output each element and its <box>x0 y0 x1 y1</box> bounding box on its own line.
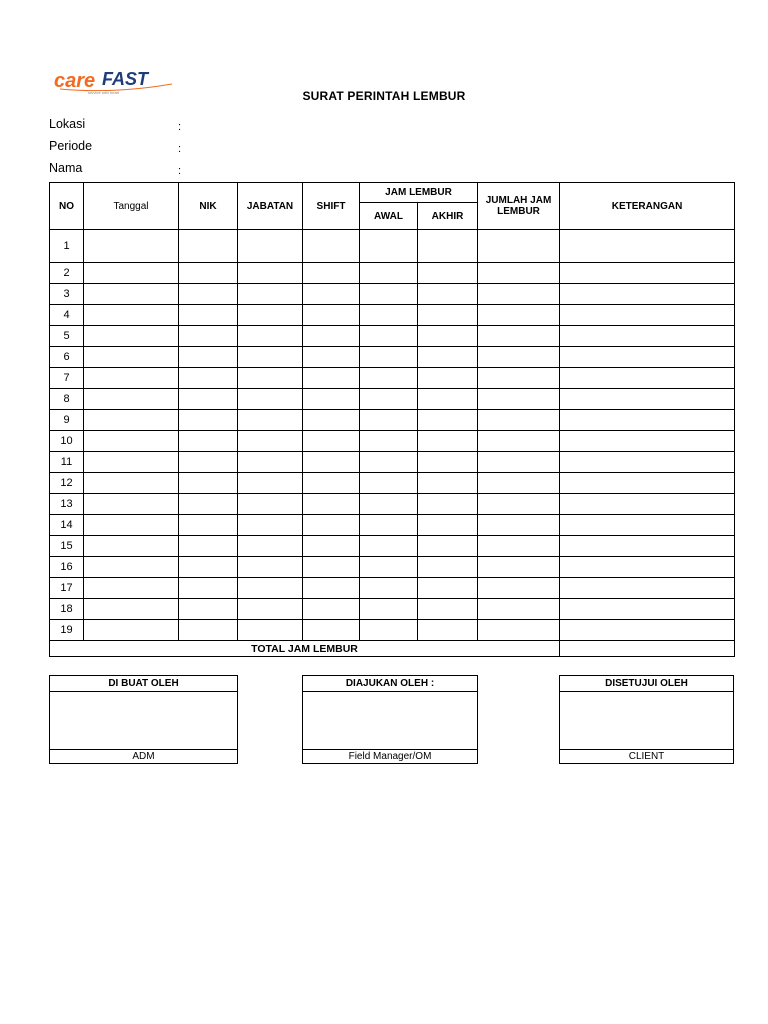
cell-tanggal[interactable] <box>84 263 179 284</box>
header-row-top <box>50 183 735 203</box>
signature-foot: CLIENT <box>628 751 665 762</box>
cell-tanggal[interactable] <box>84 347 179 368</box>
cell-jumlah-jam[interactable] <box>478 452 560 473</box>
cell-tanggal[interactable] <box>84 431 179 452</box>
cell-jabatan[interactable] <box>238 368 303 389</box>
cell-akhir[interactable] <box>418 368 478 389</box>
cell-jabatan[interactable] <box>238 494 303 515</box>
cell-shift[interactable] <box>303 263 360 284</box>
header-keterangan: KETERANGAN <box>560 183 735 230</box>
field-colon: : <box>178 165 182 177</box>
signature-box-dibuat <box>49 675 238 764</box>
table-row <box>50 431 735 452</box>
cell-jabatan[interactable] <box>238 557 303 578</box>
row-number: 12 <box>50 473 84 494</box>
cell-jumlah-jam[interactable] <box>478 389 560 410</box>
cell-tanggal[interactable] <box>84 410 179 431</box>
cell-shift[interactable] <box>303 494 360 515</box>
table-row <box>50 620 735 641</box>
table-row <box>50 494 735 515</box>
cell-keterangan[interactable] <box>560 230 735 263</box>
cell-shift[interactable] <box>303 326 360 347</box>
cell-tanggal[interactable] <box>84 557 179 578</box>
cell-akhir[interactable] <box>418 557 478 578</box>
cell-tanggal[interactable] <box>84 578 179 599</box>
cell-jabatan[interactable] <box>238 620 303 641</box>
cell-shift[interactable] <box>303 557 360 578</box>
cell-awal[interactable] <box>360 230 418 263</box>
logo-tagline: service with heart <box>88 90 120 95</box>
cell-tanggal[interactable] <box>84 536 179 557</box>
cell-awal[interactable] <box>360 536 418 557</box>
cell-keterangan[interactable] <box>560 515 735 536</box>
cell-jabatan[interactable] <box>238 347 303 368</box>
cell-keterangan[interactable] <box>560 620 735 641</box>
cell-awal[interactable] <box>360 473 418 494</box>
cell-keterangan[interactable] <box>560 473 735 494</box>
row-number: 4 <box>50 305 84 326</box>
cell-keterangan[interactable] <box>560 347 735 368</box>
cell-tanggal[interactable] <box>84 494 179 515</box>
cell-nik[interactable] <box>179 557 238 578</box>
cell-shift[interactable] <box>303 230 360 263</box>
header-jabatan: JABATAN <box>238 183 303 230</box>
cell-tanggal[interactable] <box>84 620 179 641</box>
logo-fast-text: FAST <box>102 69 149 89</box>
header-tanggal: Tanggal <box>84 183 179 230</box>
signature-box-disetujui <box>559 675 734 764</box>
cell-shift[interactable] <box>303 347 360 368</box>
cell-jabatan[interactable] <box>238 410 303 431</box>
cell-jumlah-jam[interactable] <box>478 368 560 389</box>
cell-tanggal[interactable] <box>84 452 179 473</box>
cell-awal[interactable] <box>360 389 418 410</box>
cell-akhir[interactable] <box>418 305 478 326</box>
cell-akhir[interactable] <box>418 347 478 368</box>
cell-awal[interactable] <box>360 305 418 326</box>
cell-akhir[interactable] <box>418 263 478 284</box>
cell-akhir[interactable] <box>418 515 478 536</box>
cell-nik[interactable] <box>179 452 238 473</box>
header-awal: AWAL <box>360 203 418 230</box>
cell-nik[interactable] <box>179 263 238 284</box>
cell-jabatan[interactable] <box>238 263 303 284</box>
cell-shift[interactable] <box>303 536 360 557</box>
cell-keterangan[interactable] <box>560 599 735 620</box>
cell-nik[interactable] <box>179 494 238 515</box>
cell-shift[interactable] <box>303 473 360 494</box>
cell-keterangan[interactable] <box>560 263 735 284</box>
table-row <box>50 473 735 494</box>
cell-tanggal[interactable] <box>84 389 179 410</box>
cell-jumlah-jam[interactable] <box>478 431 560 452</box>
signature-head: DI BUAT OLEH <box>50 676 237 692</box>
table-row <box>50 536 735 557</box>
table-row <box>50 557 735 578</box>
cell-akhir[interactable] <box>418 230 478 263</box>
cell-akhir[interactable] <box>418 452 478 473</box>
row-number: 8 <box>50 389 84 410</box>
row-number: 16 <box>50 557 84 578</box>
table-row <box>50 368 735 389</box>
cell-keterangan[interactable] <box>560 326 735 347</box>
cell-awal[interactable] <box>360 347 418 368</box>
table-row <box>50 284 735 305</box>
cell-jabatan[interactable] <box>238 305 303 326</box>
cell-awal[interactable] <box>360 494 418 515</box>
table-row <box>50 347 735 368</box>
cell-awal[interactable] <box>360 431 418 452</box>
cell-tanggal[interactable] <box>84 230 179 263</box>
cell-tanggal[interactable] <box>84 473 179 494</box>
cell-jabatan[interactable] <box>238 515 303 536</box>
cell-jumlah-jam[interactable] <box>478 494 560 515</box>
cell-awal[interactable] <box>360 599 418 620</box>
total-row <box>50 641 735 657</box>
cell-nik[interactable] <box>179 347 238 368</box>
table-row <box>50 410 735 431</box>
cell-akhir[interactable] <box>418 473 478 494</box>
cell-tanggal[interactable] <box>84 326 179 347</box>
cell-jumlah-jam[interactable] <box>478 326 560 347</box>
total-label: TOTAL JAM LEMBUR <box>50 641 560 657</box>
cell-tanggal[interactable] <box>84 515 179 536</box>
document-title: SURAT PERINTAH LEMBUR <box>302 89 466 103</box>
signature-head: DISETUJUI OLEH <box>560 676 733 692</box>
cell-keterangan[interactable] <box>560 410 735 431</box>
cell-jumlah-jam[interactable] <box>478 578 560 599</box>
overtime-table <box>49 182 735 657</box>
cell-keterangan[interactable] <box>560 284 735 305</box>
row-number: 17 <box>50 578 84 599</box>
cell-shift[interactable] <box>303 452 360 473</box>
cell-jabatan[interactable] <box>238 284 303 305</box>
cell-nik[interactable] <box>179 326 238 347</box>
cell-jabatan[interactable] <box>238 389 303 410</box>
cell-jumlah-jam[interactable] <box>478 620 560 641</box>
cell-shift[interactable] <box>303 410 360 431</box>
cell-akhir[interactable] <box>418 284 478 305</box>
cell-keterangan[interactable] <box>560 368 735 389</box>
row-number: 18 <box>50 599 84 620</box>
row-number: 10 <box>50 431 84 452</box>
cell-nik[interactable] <box>179 368 238 389</box>
cell-akhir[interactable] <box>418 389 478 410</box>
logo-care-text: care <box>54 70 96 92</box>
row-number: 13 <box>50 494 84 515</box>
signature-box-diajukan <box>302 675 478 764</box>
header-nik: NIK <box>179 183 238 230</box>
cell-shift[interactable] <box>303 620 360 641</box>
cell-nik[interactable] <box>179 389 238 410</box>
cell-nik[interactable] <box>179 536 238 557</box>
cell-jumlah-jam[interactable] <box>478 515 560 536</box>
cell-jabatan[interactable] <box>238 326 303 347</box>
cell-keterangan[interactable] <box>560 452 735 473</box>
cell-keterangan[interactable] <box>560 578 735 599</box>
cell-shift[interactable] <box>303 389 360 410</box>
field-label: Periode <box>49 139 93 153</box>
cell-akhir[interactable] <box>418 494 478 515</box>
cell-nik[interactable] <box>179 230 238 263</box>
header-jam-lembur: JAM LEMBUR <box>360 183 478 203</box>
cell-akhir[interactable] <box>418 536 478 557</box>
total-value[interactable] <box>560 641 735 657</box>
cell-shift[interactable] <box>303 284 360 305</box>
row-number: 6 <box>50 347 84 368</box>
header-akhir: AKHIR <box>418 203 478 230</box>
field-label: Nama <box>49 161 83 175</box>
cell-akhir[interactable] <box>418 431 478 452</box>
cell-jumlah-jam[interactable] <box>478 305 560 326</box>
cell-jumlah-jam[interactable] <box>478 263 560 284</box>
cell-tanggal[interactable] <box>84 305 179 326</box>
cell-shift[interactable] <box>303 431 360 452</box>
cell-nik[interactable] <box>179 284 238 305</box>
cell-keterangan[interactable] <box>560 557 735 578</box>
field-colon: : <box>178 121 182 133</box>
table-body <box>50 230 735 657</box>
cell-shift[interactable] <box>303 599 360 620</box>
cell-awal[interactable] <box>360 515 418 536</box>
row-number: 1 <box>50 230 84 263</box>
row-number: 7 <box>50 368 84 389</box>
cell-awal[interactable] <box>360 620 418 641</box>
cell-awal[interactable] <box>360 452 418 473</box>
cell-jumlah-jam[interactable] <box>478 347 560 368</box>
table-row <box>50 389 735 410</box>
signature-foot: Field Manager/OM <box>348 751 432 762</box>
cell-awal[interactable] <box>360 578 418 599</box>
cell-awal[interactable] <box>360 326 418 347</box>
cell-awal[interactable] <box>360 368 418 389</box>
cell-shift[interactable] <box>303 368 360 389</box>
table-row <box>50 305 735 326</box>
row-number: 11 <box>50 452 84 473</box>
cell-jabatan[interactable] <box>238 230 303 263</box>
cell-jabatan[interactable] <box>238 599 303 620</box>
cell-awal[interactable] <box>360 263 418 284</box>
cell-akhir[interactable] <box>418 599 478 620</box>
row-number: 14 <box>50 515 84 536</box>
header-shift: SHIFT <box>303 183 360 230</box>
cell-jumlah-jam[interactable] <box>478 557 560 578</box>
signature-foot: ADM <box>132 751 155 762</box>
table-row <box>50 263 735 284</box>
cell-jumlah-jam[interactable] <box>478 536 560 557</box>
header-jumlah-jam-lembur: JUMLAH JAM LEMBUR <box>478 183 560 230</box>
signature-head: DIAJUKAN OLEH : <box>303 676 477 692</box>
cell-akhir[interactable] <box>418 620 478 641</box>
cell-jumlah-jam[interactable] <box>478 410 560 431</box>
table-row <box>50 515 735 536</box>
cell-tanggal[interactable] <box>84 599 179 620</box>
cell-jumlah-jam[interactable] <box>478 230 560 263</box>
row-number: 5 <box>50 326 84 347</box>
cell-shift[interactable] <box>303 515 360 536</box>
row-number: 15 <box>50 536 84 557</box>
cell-nik[interactable] <box>179 620 238 641</box>
cell-tanggal[interactable] <box>84 284 179 305</box>
table-row <box>50 230 735 263</box>
cell-keterangan[interactable] <box>560 536 735 557</box>
row-number: 2 <box>50 263 84 284</box>
cell-nik[interactable] <box>179 305 238 326</box>
table-row <box>50 326 735 347</box>
cell-akhir[interactable] <box>418 326 478 347</box>
cell-nik[interactable] <box>179 599 238 620</box>
field-label: Lokasi <box>49 117 86 131</box>
cell-nik[interactable] <box>179 431 238 452</box>
cell-keterangan[interactable] <box>560 494 735 515</box>
cell-keterangan[interactable] <box>560 305 735 326</box>
cell-akhir[interactable] <box>418 410 478 431</box>
signature-space[interactable] <box>560 692 733 750</box>
cell-jabatan[interactable] <box>238 473 303 494</box>
cell-akhir[interactable] <box>418 578 478 599</box>
cell-jabatan[interactable] <box>238 536 303 557</box>
cell-jumlah-jam[interactable] <box>478 599 560 620</box>
header-no: NO <box>50 183 84 230</box>
signature-space[interactable] <box>303 692 477 750</box>
row-number: 9 <box>50 410 84 431</box>
cell-nik[interactable] <box>179 410 238 431</box>
cell-shift[interactable] <box>303 305 360 326</box>
cell-nik[interactable] <box>179 473 238 494</box>
cell-awal[interactable] <box>360 410 418 431</box>
cell-tanggal[interactable] <box>84 368 179 389</box>
cell-jabatan[interactable] <box>238 452 303 473</box>
cell-shift[interactable] <box>303 578 360 599</box>
cell-jabatan[interactable] <box>238 578 303 599</box>
cell-awal[interactable] <box>360 284 418 305</box>
row-number: 3 <box>50 284 84 305</box>
cell-nik[interactable] <box>179 515 238 536</box>
cell-jabatan[interactable] <box>238 431 303 452</box>
table-row <box>50 452 735 473</box>
cell-jumlah-jam[interactable] <box>478 473 560 494</box>
cell-keterangan[interactable] <box>560 389 735 410</box>
cell-awal[interactable] <box>360 557 418 578</box>
signature-space[interactable] <box>50 692 237 750</box>
table-row <box>50 578 735 599</box>
cell-nik[interactable] <box>179 578 238 599</box>
field-colon: : <box>178 143 182 155</box>
cell-keterangan[interactable] <box>560 431 735 452</box>
table-row <box>50 599 735 620</box>
row-number: 19 <box>50 620 84 641</box>
cell-jumlah-jam[interactable] <box>478 284 560 305</box>
